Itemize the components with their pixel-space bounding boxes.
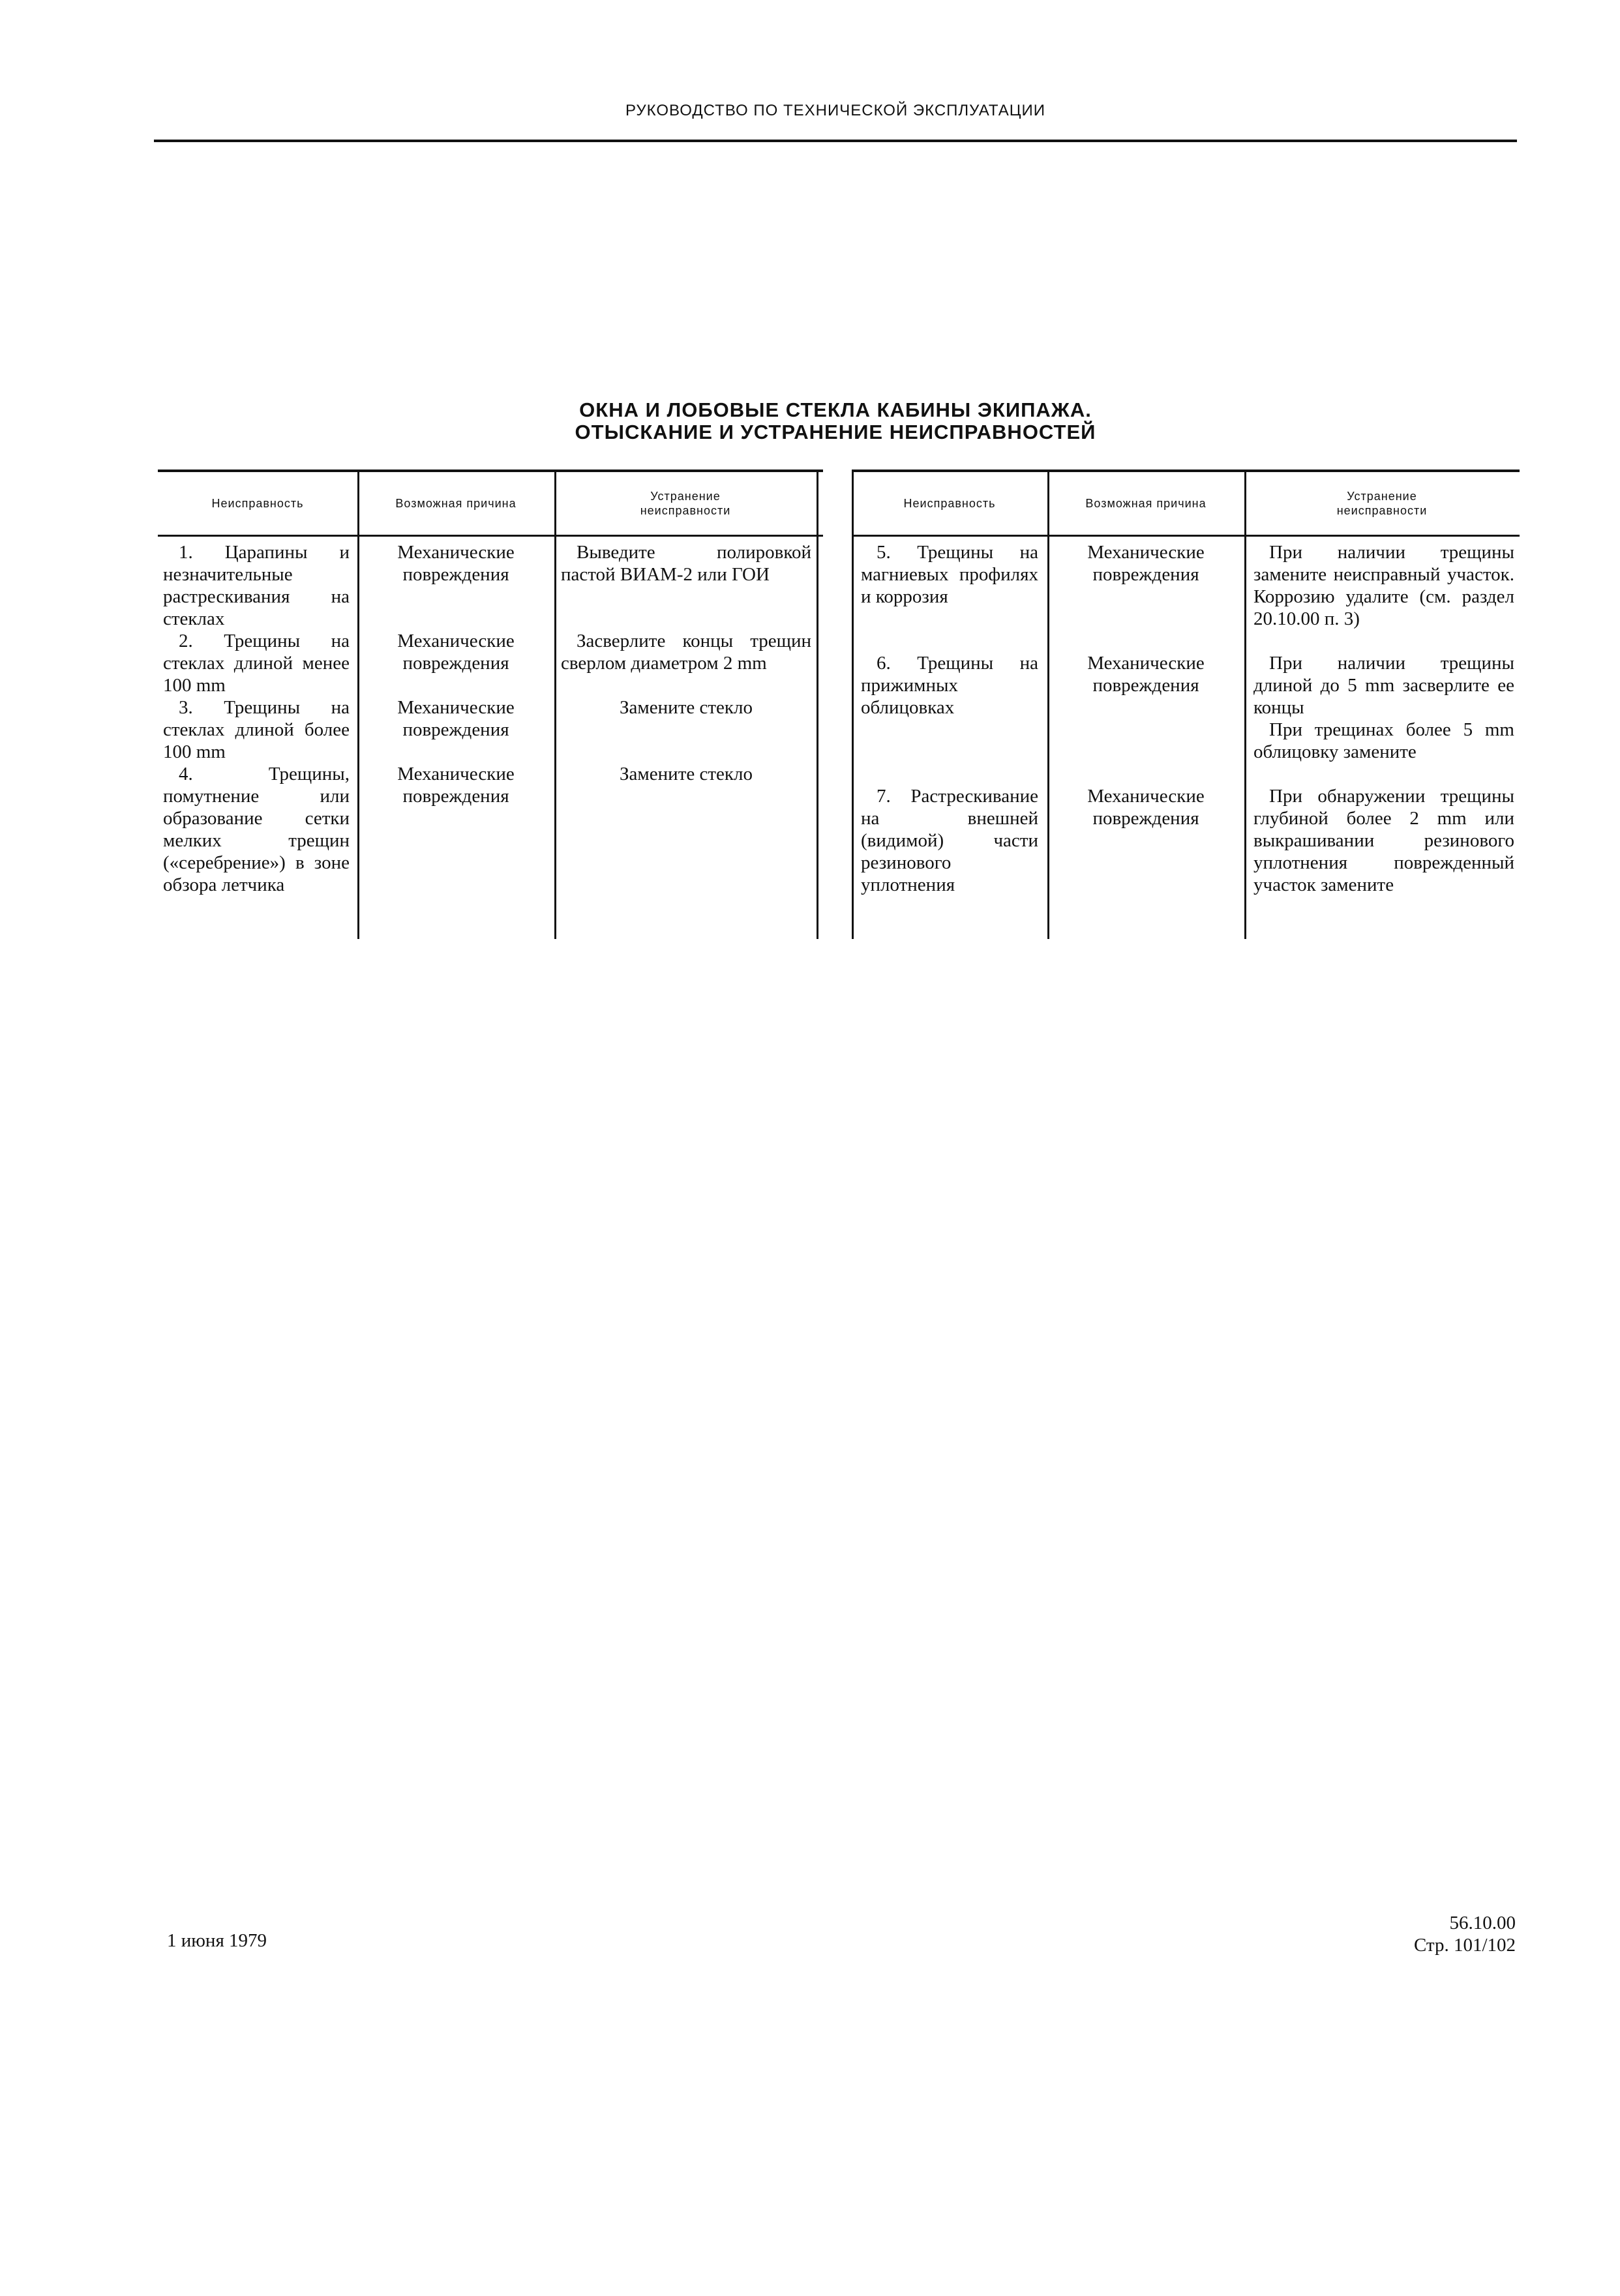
cause-cell: Механические повреждения [1087,653,1205,696]
table-edge [852,470,854,939]
header-cause: Возможная причина [1085,497,1207,510]
header-fault: Неисправность [211,497,304,510]
cause-cell: Механические повреждения [1087,542,1205,585]
remedy-cell: Выведите полировкой пастой ВИАМ-2 или ГОИ [561,542,811,585]
troubleshooting-table-left [158,470,823,939]
remedy-cell: Замените стекло [620,697,753,718]
fault-cell: 5. Трещины на магниевых профилях и коррозия [861,542,1038,607]
running-header: РУКОВОДСТВО ПО ТЕХНИЧЕСКОЙ ЭКСПЛУАТАЦИИ [625,102,1046,119]
cause-cell: Механические повреждения [397,764,515,807]
header-remedy: Устранение неисправности [1336,490,1428,517]
column-divider [357,470,359,939]
title-line-1: ОКНА И ЛОБОВЫЕ СТЕКЛА КАБИНЫ ЭКИПАЖА. [579,398,1092,421]
cause-cell: Механические повреждения [397,542,515,585]
page-title [154,399,1517,443]
remedy-cell: При обнаружении трещины глубиной более 2 mm или выкрашивании резинового уплотнения поврежденный участок замените [1253,786,1514,895]
column-divider [1047,470,1049,939]
remedy-cell: При наличии трещины длиной до 5 mm засверлите ее концы [1253,653,1514,718]
page-number: Стр. 101/102 [1413,1935,1516,1956]
header-fault: Неисправность [903,497,996,510]
column-divider [554,470,556,939]
cause-cell: Механические повреждения [1087,786,1205,829]
fault-cell: 4. Трещины, помутнение или образование сетки мелких трещин («серебрение») в зоне обзора летчика [163,764,350,895]
remedy-cell: При наличии трещины замените неисправный участок. Коррозию удалите (см. раздел 20.10.00 п. 3) [1253,542,1514,629]
cause-cell: Механические повреждения [397,697,515,740]
table-header-rule [852,535,1520,537]
header-cause: Возможная причина [395,497,517,510]
title-line-2: ОТЫСКАНИЕ И УСТРАНЕНИЕ НЕИСПРАВНОСТЕЙ [575,421,1096,443]
header-remedy: Устранение неисправности [640,490,731,517]
cause-cell: Механические повреждения [397,631,515,674]
table-edge [817,470,818,939]
fault-cell: 6. Трещины на прижимных облицовках [861,653,1038,718]
troubleshooting-table-right [852,470,1520,939]
fault-cell: 7. Растрескивание на внешней (видимой) части резинового уплотнения [861,786,1038,895]
table-header-rule [158,535,823,537]
issue-date: 1 июня 1979 [167,1930,267,1951]
remedy-cell: Замените стекло [620,764,753,784]
fault-cell: 2. Трещины на стеклах длиной менее 100 mm [163,631,350,696]
column-divider [1244,470,1246,939]
remedy-cell: При трещинах более 5 mm облицовку замените [1253,719,1514,762]
page-reference [1414,1912,1516,1956]
fault-cell: 3. Трещины на стеклах длиной более 100 mm [163,697,350,762]
section-number: 56.10.00 [1449,1913,1516,1933]
remedy-cell: Засверлите концы трещин сверлом диаметром 2 mm [561,631,811,674]
header-rule [154,140,1517,142]
fault-cell: 1. Царапины и незначительные растрескивания на стеклах [163,542,350,629]
